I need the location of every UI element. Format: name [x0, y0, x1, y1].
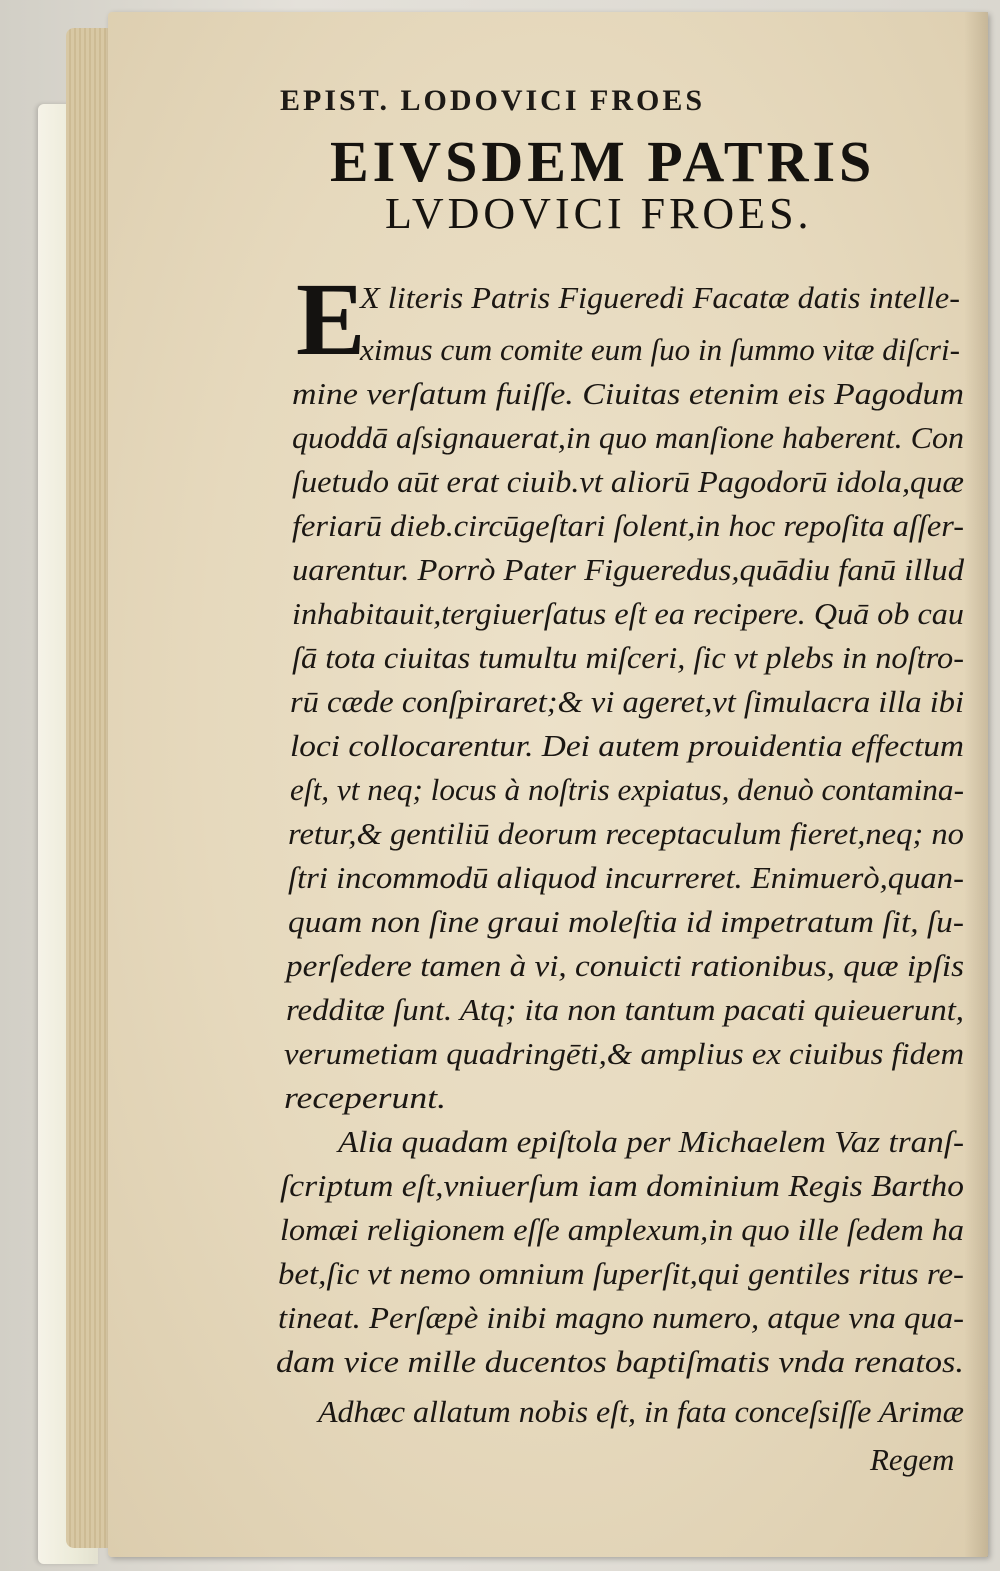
text-line: ſuetudo aūt erat ciuib.vt aliorū Pagodorū idola,quæ [292, 464, 964, 499]
text-line: ſā tota ciuitas tumultu miſceri, ſic vt plebs in noſtro- [292, 640, 965, 675]
text-line: quam non ſine graui moleſtia id impetratum ſit, ſu- [288, 904, 965, 939]
text-line: feriarū dieb.circūgeſtari ſolent,in hoc repoſita aſſer- [292, 508, 965, 543]
title-line-2: LVDOVICI FROES. [385, 189, 813, 238]
text-line: dam vice mille ducentos baptiſmatis vnda renatos. [276, 1344, 965, 1379]
text-line: lomæi religionem eſſe amplexum,in quo ille ſedem ha [280, 1212, 965, 1247]
text-line: eſt, vt neq; locus à noſtris expiatus, denuò contamina- [290, 772, 964, 807]
text-line: loci collocarentur. Dei autem prouidentia effectum [290, 728, 965, 763]
text-line: quoddā aſsignauerat,in quo manſione haberent. Con [292, 420, 965, 455]
text-line: retur,& gentiliū deorum receptaculum fieret,neq; no [288, 816, 964, 851]
text-line: X literis Patris Figueredi Facatæ datis intelle- [360, 280, 960, 315]
text-line: mine verſatum fuiſſe. Ciuitas etenim eis Pagodum [292, 376, 965, 411]
text-line: ſtri incommodū aliquod incurreret. Enimuerò,quan- [288, 860, 964, 895]
text-line: bet,ſic vt nemo omnium ſuperſit,qui gentiles ritus re- [278, 1256, 965, 1291]
catchword: Regem [870, 1442, 955, 1477]
text-line: ſcriptum eſt,vniuerſum iam dominium Regis Bartho [280, 1168, 964, 1203]
text-line: redditæ ſunt. Atq; ita non tantum pacati quieuerunt, [286, 992, 965, 1027]
running-head: EPIST. LODOVICI FROES [280, 84, 706, 117]
text-line: verumetiam quadringēti,& amplius ex ciuibus fidem [284, 1036, 965, 1071]
text-line: Alia quadam epiſtola per Michaelem Vaz tranſ- [338, 1124, 964, 1159]
text-line: tineat. Perſæpè inibi magno numero, atque vna qua- [278, 1300, 965, 1335]
text-line: perſedere tamen à vi, conuicti rationibus, quæ ipſis [286, 948, 965, 983]
text-line: uarentur. Porrò Pater Figueredus,quādiu fanū illud [292, 552, 965, 587]
text-line: receperunt. [284, 1080, 447, 1115]
drop-initial: E [296, 262, 366, 377]
text-line: ximus cum comite eum ſuo in ſummo vitæ diſcri- [360, 332, 961, 367]
text-line: Adhæc allatum nobis eſt, in fata conceſsiſſe Arimæ [318, 1394, 965, 1429]
text-line: inhabitauit,tergiuerſatus eſt ea recipere. Quā ob cau [292, 596, 964, 631]
title-line-1: EIVSDEM PATRIS [330, 129, 876, 194]
text-line: rū cæde conſpiraret;& vi ageret,vt ſimulacra illa ibi [290, 684, 965, 719]
